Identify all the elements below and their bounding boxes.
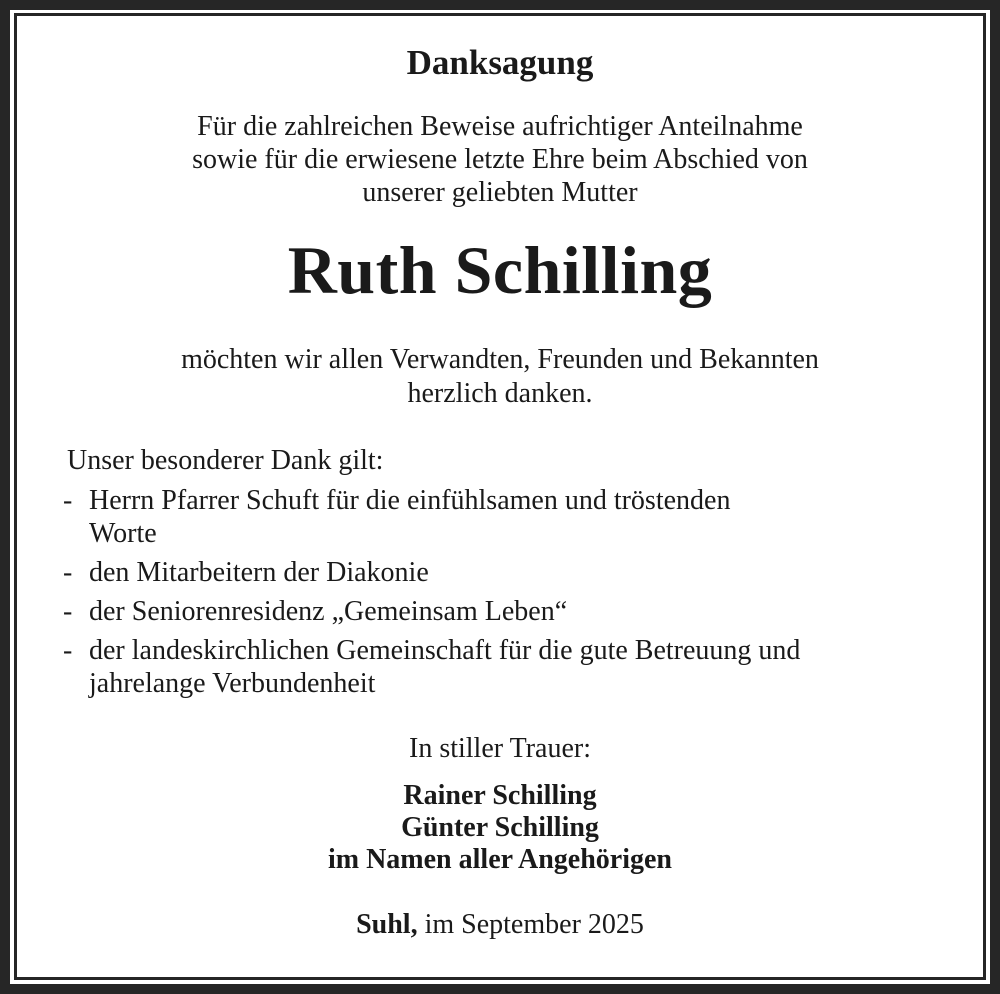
list-item-line: Worte <box>89 518 157 549</box>
notice-heading: Danksagung <box>406 43 594 82</box>
special-thanks-list <box>63 484 963 706</box>
list-dash: - <box>63 635 73 666</box>
list-item-line: der landeskirchlichen Gemeinschaft für die gute Betreuung und <box>89 635 801 666</box>
list-dash: - <box>63 557 73 588</box>
intro-line: sowie für die erwiesene letzte Ehre beim Abschied von <box>192 144 808 175</box>
place-date <box>0 908 1000 942</box>
place-name: Suhl, <box>356 909 418 940</box>
intro-text <box>0 110 1000 209</box>
list-dash: - <box>63 596 73 627</box>
intro-line: unserer geliebten Mutter <box>362 177 638 208</box>
list-item-line: der Seniorenresidenz „Gemeinsam Leben“ <box>89 596 568 627</box>
deceased-name: Ruth Schilling <box>287 232 713 308</box>
list-item <box>63 595 963 628</box>
list-item-line: Herrn Pfarrer Schuft für die einfühlsamen und tröstenden <box>89 485 731 516</box>
signers <box>0 780 1000 876</box>
list-item <box>63 634 963 700</box>
special-thanks-title: Unser besonderer Dank gilt: <box>67 445 384 476</box>
signer-name: Günter Schilling <box>401 812 599 843</box>
list-dash: - <box>63 485 73 516</box>
list-item <box>63 556 963 589</box>
list-item <box>63 484 963 550</box>
signer-name: Rainer Schilling <box>403 780 597 811</box>
list-item-line: den Mitarbeitern der Diakonie <box>89 557 429 588</box>
date-text: im September 2025 <box>417 909 644 940</box>
thanks-line: herzlich danken. <box>407 378 593 409</box>
thanks-line: möchten wir allen Verwandten, Freunden und Bekannten <box>181 344 819 375</box>
list-item-line: jahrelange Verbundenheit <box>89 668 376 699</box>
signer-name: im Namen aller Angehörigen <box>327 844 672 875</box>
intro-line: Für die zahlreichen Beweise aufrichtiger Anteilnahme <box>197 111 803 142</box>
thanks-text <box>0 343 1000 411</box>
signoff: In stiller Trauer: <box>409 733 591 764</box>
